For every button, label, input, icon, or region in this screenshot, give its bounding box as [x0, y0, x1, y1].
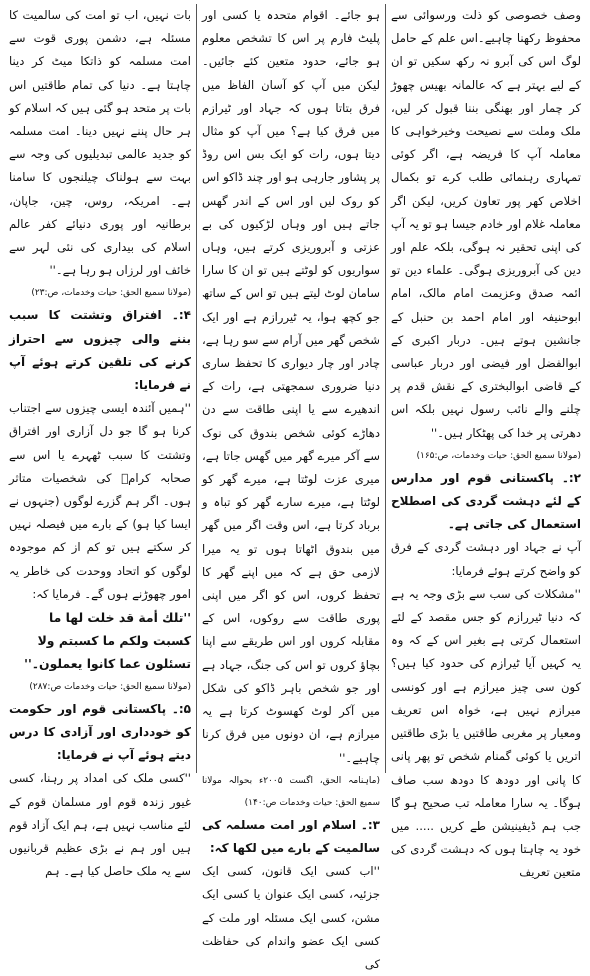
- quotation: ''اب کسی ایک قانون، کسی ایک جزئیہ، کسی ایک عنوان یا کسی ایک مشن، کسی ایک مسئلہ اور ملت کے کسی ایک عضو واندام کی حفاظت کی: [202, 864, 380, 971]
- arabic-verse: ''تلك أمة قد خلت لها ما كسبت ولكم ما كسبتم ولا تسئلون عما كانوا يعملون۔'': [24, 610, 191, 672]
- paragraph: آپ نے جہاد اور دہشت گردی کے فرق کو واضح کرتے ہوئے فرمایا:: [391, 540, 581, 578]
- quotation: ''ہمیں آئندہ ایسی چیزوں سے اجتناب کرنا ہو گا جو دل آزاری اور افتراق وتشتت کا سبب ٹھہرے یا اس سے صحابہ کرامؓ کی شخصیات متاثر ہوں۔ اگر ہم گزرے لوگوں (جنہوں نے ایسا کیا ہو) کے بارے میں فیصلہ نہیں کر سکتے ہیں تو کم از کم موجودہ لوگوں کو اتحاد ووحدت کی خاطر یہ امور چھوڑنے ہوں گے۔ فرمایا کہ:: [9, 401, 191, 601]
- paragraph: وصف خصوصی کو ذلت ورسوائی سے محفوظ رکھنا چاہیے۔اس علم کے حامل لوگ اس کی آبرو نہ رکھ سکیں تو ان کے لیے بہتر ہے کہ عالمانہ بھیس چھوڑ کر چمار اور بھنگی بننا قبول کر لیں، ملک وملت سے نصیحت وخیرخواہی کا معاملہ آپ کا فریضہ ہے، اگر کوئی تمہاری رہنمائی طلب کرے تو بکمال اخلاص کھر پور تعاون کریں، لیکن اگر معاملہ غلام اور خادم جیسا ہو تو یہ آپ کی اپنی تحقیر نہ ہوگی، بلکہ علم اور دین کی آبروریزی ہوگی۔ علماء دین تو ائمہ صدق وعزیمت امام مالک، امام ابوحنیفہ اور امام احمد بن حنبل کے جانشین ہوتے ہیں۔ دربار اکبری کے ابوالفضل اور فیضی اور دربار عباسی کے قاضی ابوالبختری کے نقش قدم پر چلنے والے نائب رسول نہیں بلکہ اس دھرتی پر خدا کی پھٹکار ہیں۔'': [391, 8, 581, 440]
- section-heading: ۳:۔ اسلام اور امت مسلمہ کی سالمیت کے بارے میں لکھا کہ:: [202, 817, 380, 855]
- quotation: ''مشکلات کی سب سے بڑی وجہ یہ ہے کہ دنیا ٹیررازم کو جس مقصد کے لئے استعمال کرتی ہے بغیر اس کے کہ وہ یہ کہیں آیا ٹیرازم کی حدود کیا ہیں؟ کون سی چیز میرازم ہے اور کونسی میرازم نہیں ہے، خواہ اس تعریف ومعیار پر مغربی طاقتیں یا بڑی طاقتیں اتریں یا کوئی گمنام شخص تو پھر پانی کا پانی اور دودھ کا دودھ سب صاف ہوگا۔ یہ سارا معاملہ تب صحیح ہو گا جب ہم ڈیفینیشن طے کریں ..... میں خود یہ چاہتا ہوں کہ دہشت گردی کی متعین تعریف: [391, 586, 581, 880]
- quotation: ''کسی ملک کی امداد پر رہنا، کسی غیور زندہ قوم اور مسلمان قوم کے لئے مناسب نہیں ہے، ہم ایک آزاد قوم ہیں اور ہم نے بڑی عظیم قربانیوں سے یہ ملک حاصل کیا ہے۔ ہم: [9, 771, 191, 879]
- section-heading: ۲:۔ پاکستانی قوم اور مدارس کے لئے دہشت گردی کی اصطلاح استعمال کی جاتی ہے۔: [391, 470, 581, 532]
- citation: (مولانا سمیع الحق: حیات وخدمات ص:۲۸۷): [29, 681, 191, 692]
- citation: (ماہنامہ الحق، اگست ۲۰۰۵ء بحوالہ مولانا سمیع الحق: حیات وخدمات ص:۱۴۰): [202, 775, 380, 808]
- citation: (مولانا سمیع الحق: حیات وخدمات، ص:۲۳): [31, 288, 191, 299]
- section-heading: ۵:۔ پاکستانی قوم اور حکومت کو خودداری اور آزادی کا درس دیتے ہوئے آپ نے فرمایا:: [9, 701, 191, 763]
- text-column-left: [4, 4, 196, 879]
- paragraph: بات نہیں، اب تو امت کی سالمیت کا مسئلہ ہے، دشمن پوری قوت سے امت مسلمہ کو ذاتکا میٹ کر دینا چاہتا ہے۔ دنیا کی تمام طاقتیں اس بات پر متحد ہو گئی ہیں کہ اسلام کو ہر حال پننے نہیں دینا۔ امت مسلمہ کو جدید عالمی تبدیلیوں کی وجہ سے بہت سے ہولناک چیلنجوں کا سامنا ہے۔ امریکہ، روس، چین، جاپان، برطانیہ اور پوری دنیائے کفر عالم اسلام کی بیداری کی نئی لہر سے خائف اور لرزاں ہو رہا ہے۔'': [9, 8, 191, 278]
- paragraph: ہو جائے۔ اقوام متحدہ یا کسی اور پلیٹ فارم پر اس کا تشخص معلوم ہو جائے، حدود متعین کئے جائیں۔ لیکن میں آپ کو آسان الفاظ میں فرق بتاتا ہوں کہ جہاد اور ٹیرازم میں فرق کیا ہے؟ میں آپ کو مثال دیتا ہوں، رات کو ایک بس اس روڈ پر پشاور جارہی ہو اور چند ڈاکو اس کو روک لیں اور اس کے اندر گھس جاتے ہیں اور وہاں لڑکیوں کی بے عزتی و آبروریزی کرتے ہیں، وہاں سواریوں کو لوٹتے ہیں تو ان کا سارا سامان لوٹ لیتے ہیں تو اس کے ساتھ جو کچھ ہوا، یہ ٹیررازم ہے اور ایک شخص گھر میں آرام سے سو رہا ہے، چادر اور چار دیواری کا تحفظ ساری دنیا ضروری سمجھتی ہے، رات کے اندھیرے سے یا اپنی طاقت سے دن دھاڑے کوئی شخص بندوق کی نوک سے آکر میرے گھر میں گھس جاتا ہے، میری عزت لوٹتا ہے، میرے گھر کو لوٹتا ہے، میرے سارے گھر کو تباہ و برباد کرتا ہے، اس وقت اگر میں گھر میں بندوق اٹھاتا ہوں تو یہ میرا لازمی حق ہے کہ میں اپنے گھر کا تحفظ کروں، اس کو اگر میں اپنی پوری طاقت سے روکوں، اس کے مقابلہ کروں اور اس طریقے سے اپنا بچاؤ کروں تو اس کی جنگ، جہاد ہے اور جو شخص باہر ڈاکو کی شکل میں آکر لوٹ کھسوٹ کرتا ہے یہ میرازم ہے، ان دونوں میں فرق کرنا چاہیے۔'': [202, 8, 380, 765]
- citation: (مولانا سمیع الحق: حیات وخدمات، ص:۱۶۵): [416, 450, 581, 461]
- text-column-right: [386, 4, 586, 880]
- text-column-middle: [196, 4, 386, 971]
- section-heading: ۴:۔ افتراق وتشتت کا سبب بننے والی چیزوں سے احتراز کرنے کی تلقین کرتے ہوئے آپ نے فرمایا:: [9, 308, 191, 393]
